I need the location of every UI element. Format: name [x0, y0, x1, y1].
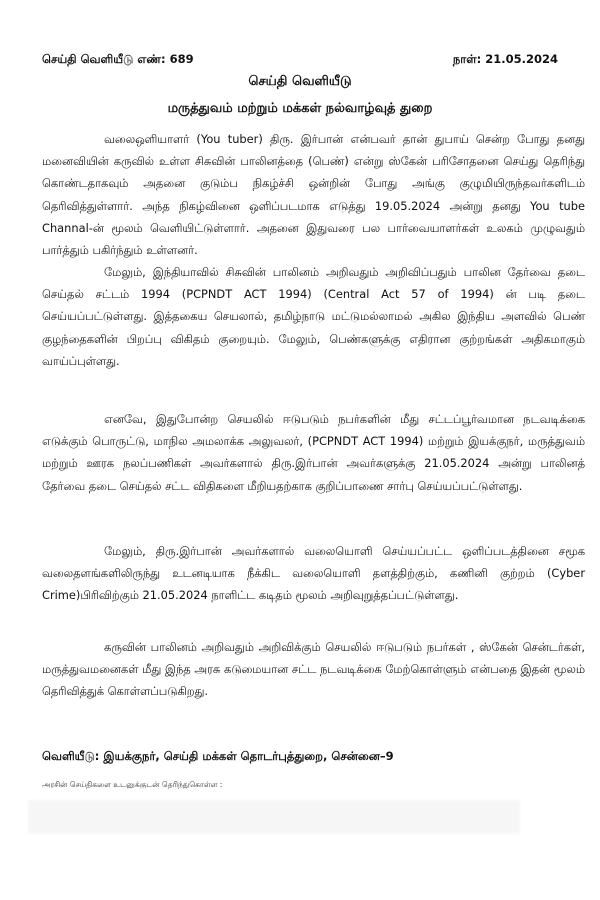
redacted-social-links	[28, 800, 520, 834]
department-name: மருத்துவம் மற்றும் மக்கள் நல்வாழ்வுத் துறை	[167, 101, 433, 116]
follow-note: அரசின் செய்திகளை உடனுக்குடன் தெரிந்துகொள்ள :	[42, 780, 223, 789]
paragraph-3: எனவே, இதுபோன்ற செயலில் ஈடுபடும் நபர்களின் மீது சட்டப்பூர்வமான நடவடிக்கை எடுக்கும் பொருட்டு, மாநில அமலாக்க அலுவலர், (PCPNDT ACT 1994) மற்றும் இயக்குநர், மருத்துவம் மற்றும் ஊரக நலப்பணிகள் அவர்களால் திரு.இர்பான் அவர்களுக்கு 21.05.2024 அன்று பாலினத் தேர்வை தடை செய்தல் சட்ட விதிகளை மீறியதற்காக குறிப்பாணை சார்பு செய்யப்பட்டுள்ளது.	[42, 412, 585, 493]
document-title: செய்தி வெளியீடு	[248, 74, 352, 89]
paragraph-2: மேலும், இந்தியாவில் சிசுவின் பாலினம் அறிவதும் அறிவிப்பதும் பாலின தேர்வை தடை செய்தல் சட்டம் 1994 (PCPNDT ACT 1994) (Central Act 57 of 1994) ன் படி தடை செய்யப்பட்டுள்ளது. இத்தகைய செயலால், தமிழ்நாடு மட்டுமல்லாமல் அகில இந்திய அளவில் பெண் குழந்தைகளின் பிறப்பு விகிதம் குறையும். மேலும், பெண்களுக்கு எதிரான குற்றங்கள் அதிகமாகும் வாய்ப்புள்ளது.	[42, 265, 585, 368]
header-line	[42, 52, 558, 70]
release-number: செய்தி வெளியீடு எண்: 689	[42, 52, 194, 66]
paragraph-4: மேலும், திரு.இர்பான் அவர்களால் வலையொளி செய்யப்பட்ட ஒளிப்படத்தினை சமூக வலைதளங்களிலிருந்து உடனடியாக நீக்கிட வலையொளி தளத்திற்கும், கணினி குற்றம் (Cyber Crime)பிரிவிற்கும் 21.05.2024 நாளிட்ட கடிதம் மூலம் அறிவுறுத்தப்பட்டுள்ளது.	[42, 544, 585, 603]
paragraph-1: வலைஒளியாளர் (You tuber) திரு. இர்பான் என்பவர் தான் துபாய் சென்ற போது தனது மனைவியின் கருவில் உள்ள சிசுவின் பாலினத்தை (பெண்) என்று ஸ்கேன் பரிசோதனை செய்து தெரிந்து கொண்டதாகவும் அதனை குடும்ப நிகழ்ச்சி ஒன்றின் போது அங்கு குழுமியிருந்தவர்களிடம் தெரிவித்துள்ளார். அந்த நிகழ்வினை ஒளிப்படமாக எடுத்து 19.05.2024 அன்று தனது You tube Channal-ன் மூலம் வெளியிட்டுள்ளார். அதனை இதுவரை பல பார்வையாளர்கள் உலகம் முழுவதும் பார்த்தும் பகிர்ந்தும் உள்ளனர்.	[42, 132, 585, 258]
paragraph-5: கருவின் பாலினம் அறிவதும் அறிவிக்கும் செயலில் ஈடுபடும் நபர்கள் , ஸ்கேன் சென்டர்கள், மருத்துவமனைகள் மீது இந்த அரசு கடுமையான சட்ட நடவடிக்கை மேற்கொள்ளும் என்பதை இதன் மூலம் தெரிவித்துக் கொள்ளப்படுகிறது.	[42, 640, 585, 699]
release-date: நாள்: 21.05.2024	[452, 52, 558, 66]
issuer-line: வெளியீடு: இயக்குநர், செய்தி மக்கள் தொடர்புத்துறை, சென்னை–9	[42, 749, 394, 763]
